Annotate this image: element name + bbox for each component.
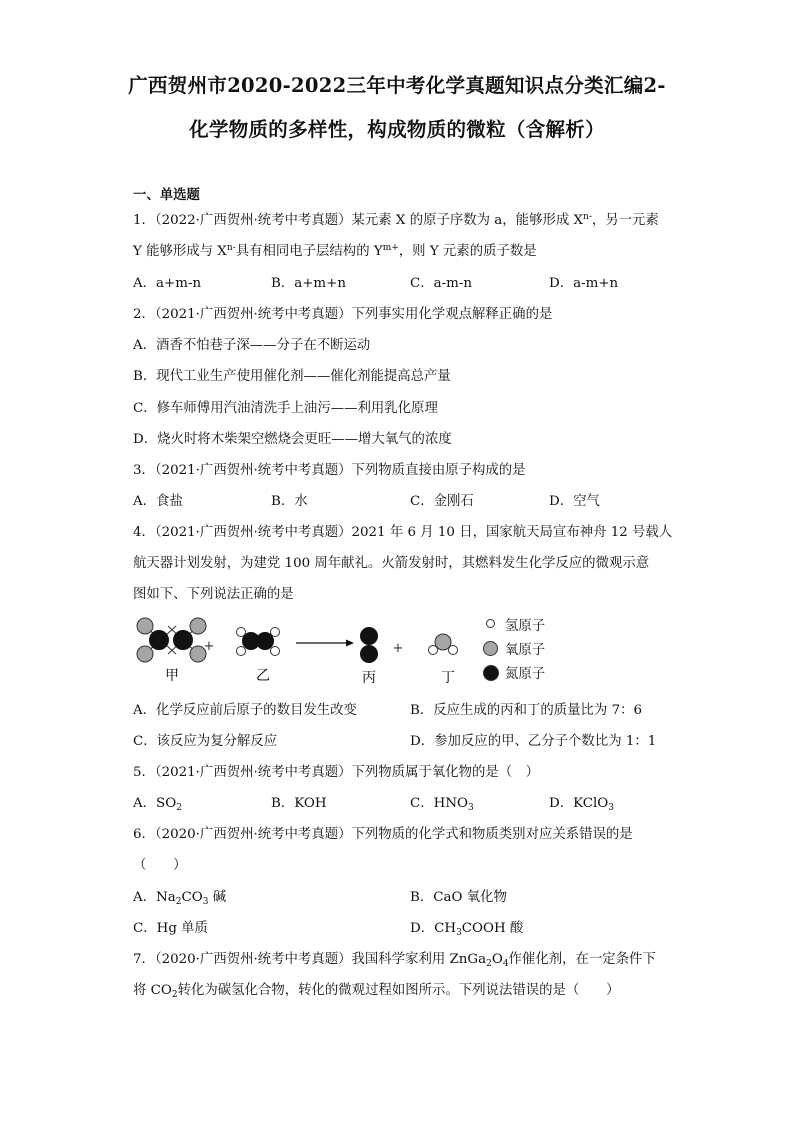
q4-stem-line-2: 航天器计划发射，为建党 100 周年献礼。火箭发射时，其燃料发生化学反应的微观示意 (133, 556, 650, 571)
q3-option-a: A．食盐 (133, 494, 183, 509)
q4-stem-line-1: 4．（2021·广西贺州·统考中考真题）2021 年 6 月 10 日，国家航天局宣布神舟 12 号载人 (133, 525, 673, 540)
q2-option-d: D．烧火时将木柴架空燃烧会更旺——增大氧气的浓度 (133, 432, 452, 447)
label-bing: 丙 (362, 670, 376, 686)
q6-stem-line-1: 6．（2020·广西贺州·统考中考真题）下列物质的化学式和物质类别对应关系错误的是 (133, 827, 633, 842)
q4-option-c: C．该反应为复分解反应 (133, 734, 278, 749)
q1-option-c: C．a-m-n (410, 276, 472, 291)
q6-option-b: B．CaO 氧化物 (410, 890, 507, 905)
plus-sign-2: + (392, 641, 404, 656)
q1-option-d: D．a-m+n (549, 276, 619, 291)
hydrogen-legend-icon (486, 619, 495, 628)
document-title-line-1: 广西贺州市2020-2022三年中考化学真题知识点分类汇编2- (128, 74, 666, 97)
nitrogen-legend-icon (483, 665, 499, 681)
q7-stem-line-2: 将 $CO_2$转化为碳氢化合物，转化的微观过程如图所示。下列说法错误的是（ ） (133, 983, 620, 1000)
label-yi: 乙 (256, 668, 270, 684)
hydrogen-atom (237, 628, 246, 637)
q4-option-a: A．化学反应前后原子的数目发生改变 (133, 703, 357, 718)
q5-option-a: A．$SO_2$ (133, 796, 182, 813)
q5-option-b: B．KOH (271, 796, 327, 811)
q4-option-b: B．反应生成的丙和丁的质量比为 7：6 (410, 703, 642, 718)
q1-stem-line-1: 1．（2022·广西贺州·统考中考真题）某元素 X 的原子序数为 a，能够形成 $X^{n-}$，另一元素 (133, 212, 659, 228)
q6-option-a: A．$Na_2CO_3$ 碱 (133, 890, 227, 907)
q2-stem: 2．（2021·广西贺州·统考中考真题）下列事实用化学观点解释正确的是 (133, 307, 553, 322)
q5-option-c: C．$HNO_3$ (410, 796, 474, 813)
plus-sign-1: + (203, 639, 215, 654)
nitrogen-atom (361, 646, 378, 663)
q2-option-c: C．修车师傅用汽油清洗手上油污——利用乳化原理 (133, 401, 438, 416)
oxygen-atom (190, 618, 206, 634)
section-heading: 一、单选题 (133, 187, 200, 203)
reaction-arrow (296, 640, 354, 647)
molecule-ding (429, 634, 458, 655)
q3-stem: 3．（2021·广西贺州·统考中考真题）下列物质直接由原子构成的是 (133, 463, 526, 478)
oxygen-atom (137, 646, 153, 662)
q3-option-c: C．金刚石 (410, 494, 474, 509)
label-jia: 甲 (165, 668, 179, 684)
q3-option-d: D．空气 (549, 494, 600, 509)
document-title-line-2: 化学物质的多样性，构成物质的微粒（含解析） (189, 118, 605, 141)
q1-option-a: A．a+m-n (133, 276, 202, 291)
molecule-yi (237, 628, 280, 656)
q5-stem: 5．（2021·广西贺州·统考中考真题）下列物质属于氧化物的是（ ） (133, 765, 539, 780)
legend-label-oxygen: 氧原子 (505, 643, 546, 658)
legend-label-nitrogen: 氮原子 (505, 667, 546, 682)
q1-stem-line-2: Y 能够形成与 $X^{n-}$具有相同电子层结构的 $Y^{m+}$，则 Y 元素的质子数是 (133, 243, 537, 259)
q5-option-d: D．KClO$_3$ (549, 796, 615, 813)
reaction-micro-diagram (130, 614, 570, 694)
q4-option-d: D．参加反应的甲、乙分子个数比为 1：1 (410, 734, 657, 749)
q1-option-b: B．a+m+n (271, 276, 346, 291)
q3-option-b: B．水 (271, 494, 308, 509)
oxygen-legend-icon (483, 641, 498, 656)
molecule-jia (137, 618, 206, 662)
nitrogen-atom (257, 633, 274, 650)
hydrogen-atom (237, 647, 246, 656)
molecule-bing (361, 628, 378, 663)
q6-option-c: C．Hg 单质 (133, 921, 208, 936)
label-ding: 丁 (441, 670, 455, 686)
nitrogen-atom (361, 628, 378, 645)
q6-option-d: D．$CH_3COOH$ 酸 (410, 921, 524, 938)
nitrogen-atom (174, 631, 193, 650)
hydrogen-atom (271, 628, 280, 637)
q6-stem-line-2: （ ） (133, 858, 187, 873)
q2-option-b: B．现代工业生产使用催化剂——催化剂能提高总产量 (133, 369, 451, 384)
nitrogen-atom (150, 631, 169, 650)
hydrogen-atom (271, 647, 280, 656)
q7-stem-line-1: 7．（2020·广西贺州·统考中考真题）我国科学家利用 $ZnGa_2O_4$作催化剂，在一定条件下 (133, 952, 656, 969)
oxygen-atom (435, 634, 451, 650)
q2-option-a: A．酒香不怕巷子深——分子在不断运动 (133, 338, 371, 353)
q4-stem-line-3: 图如下、下列说法正确的是 (133, 587, 294, 602)
legend-label-hydrogen: 氢原子 (505, 619, 546, 634)
oxygen-atom (137, 618, 153, 634)
